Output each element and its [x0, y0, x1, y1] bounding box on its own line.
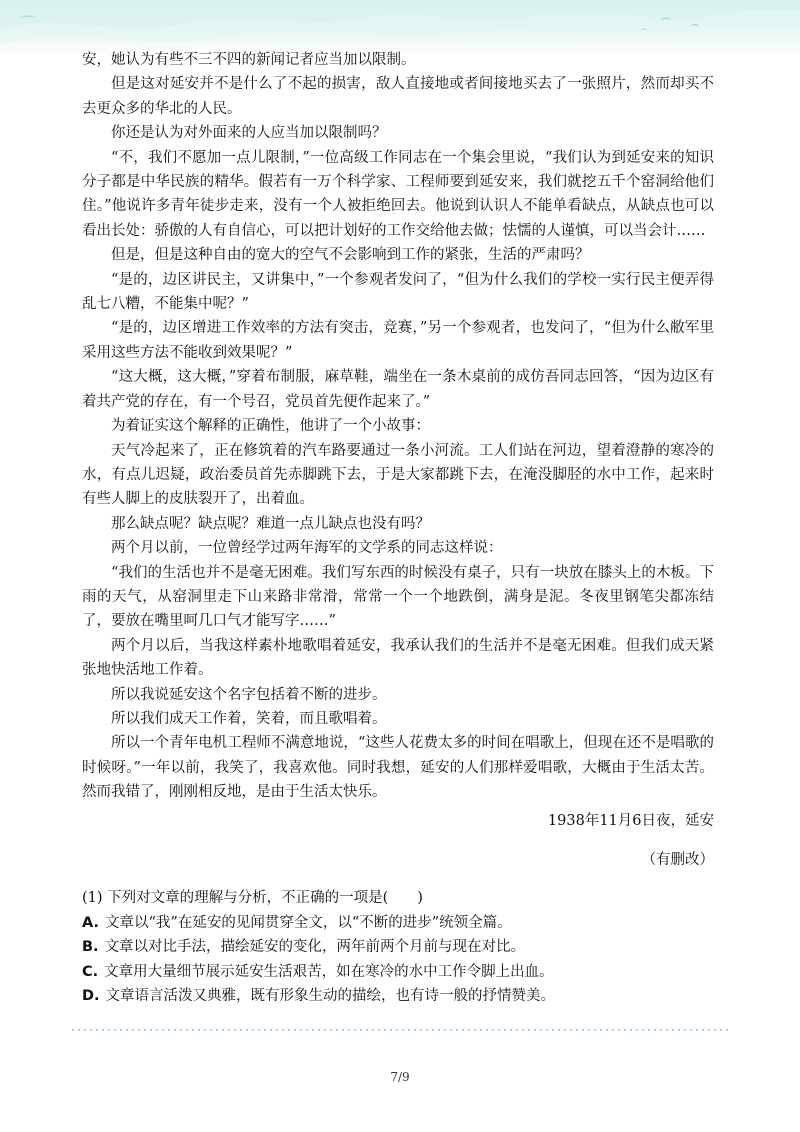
option-letter: B.	[82, 939, 99, 956]
article-paragraph: 所以我说延安这个名字包括着不断的进步。	[111, 686, 387, 703]
option-c	[82, 960, 714, 984]
article-body	[82, 48, 714, 1008]
article-paragraph: 你还是认为对外面来的人应当加以限制吗？	[111, 125, 387, 142]
question-stem: (1) 下列对文章的理解与分析，不正确的一项是( )	[82, 890, 423, 907]
question-block	[82, 886, 714, 1008]
option-text: 文章语言活泼又典雅，既有形象生动的描绘，也有诗一般的抒情赞美。	[105, 988, 556, 1005]
article-paragraph: “是的，边区增进工作效率的方法有突击，竞赛，”另一个参观者，也发问了，“但为什么敝军里采用这些方法不能收到效果呢？”	[82, 320, 714, 361]
option-letter: D.	[82, 988, 100, 1005]
article-paragraph: 但是这对延安并不是什么了不起的损害，敌人直接地或者间接地买去了一张照片，然而却买不去更众多的华北的人民。	[82, 76, 714, 117]
option-b	[82, 935, 714, 959]
article-paragraph: 所以我们成天工作着，笑着，而且歌唱着。	[111, 710, 387, 727]
dotted-divider	[70, 1029, 730, 1031]
option-letter: C.	[82, 963, 99, 980]
article-paragraph: 为着证实这个解释的正确性，他讲了一个小故事：	[111, 418, 430, 435]
article-paragraph: 两个月以前，一位曾经学过两年海军的文学系的同志这样说：	[111, 540, 503, 557]
option-a	[82, 911, 714, 935]
option-text: 文章以“我”在延安的见闻贯穿全文，以“不断的进步”统领全篇。	[105, 914, 512, 931]
article-paragraph: “不，我们不愿加一点儿限制，”一位高级工作同志在一个集会里说，“我们认为到延安来的知识分子都是中华民族的精华。假若有一万个科学家、工程师要到延安来，我们就挖五千个窑洞给他们住。”他说许多青年徒步走来，没有一个人被拒绝回去。他说到认识人不能单看缺点，从缺点也可以看出长处：骄傲的人有自信心，可以把计划好的工作交给他去做；怯懦的人谨慎，可以当会计……	[82, 149, 714, 239]
article-paragraph: “我们的生活也并不是毫无困难。我们写东西的时候没有桌子，只有一块放在膝头上的木板。下雨的天气，从窑洞里走下山来路非常滑，常常一个一个地跌倒，满身是泥。冬夜里钢笔尖都冻结了，要放在嘴里呵几口气才能写字……”	[82, 564, 714, 630]
article-paragraph: “是的，边区讲民主，又讲集中，”一个参观者发问了，“但为什么我们的学校一实行民主便弄得乱七八糟，不能集中呢？”	[82, 271, 714, 313]
abridged-note: （有删改）	[641, 851, 714, 868]
article-paragraph: “这大概，这大概，”穿着布制服，麻草鞋，端坐在一条木桌前的成仿吾同志回答，“因为边区有着共产党的存在，有一个号召，党员首先便作起来了。”	[82, 369, 714, 410]
article-paragraph: 两个月以后，当我这样素朴地歌唱着延安，我承认我们的生活并不是毫无困难。但我们成天紧张地快活地工作着。	[82, 637, 714, 679]
option-d	[82, 984, 714, 1008]
article-paragraph: 天气冷起来了，正在修筑着的汽车路要通过一条小河流。工人们站在河边，望着澄静的寒冷的水，有点儿迟疑，政治委员首先赤脚跳下去，于是大家都跳下去，在淹没脚胫的水中工作，起来时有些人脚上的皮肤裂开了，出着血。	[82, 442, 714, 508]
article-paragraph: 所以一个青年电机工程师不满意地说，“这些人花费太多的时间在唱歌上，但现在还不是唱歌的时候呀。”一年以前，我笑了，我喜欢他。同时我想，延安的人们那样爱唱歌，大概由于生活太苦。然而我错了，刚刚相反地，是由于生活太快乐。	[82, 735, 714, 801]
option-letter: A.	[82, 914, 99, 931]
article-paragraph: 安，她认为有些不三不四的新闻记者应当加以限制。	[82, 52, 416, 68]
article-paragraph: 但是，但是这种自由的宽大的空气不会影响到工作的紧张，生活的严肃吗？	[111, 247, 590, 264]
page-number: 7/9	[390, 1070, 410, 1084]
article-paragraph: 那么缺点呢？缺点呢？难道一点儿缺点也没有吗？	[111, 515, 430, 532]
option-text: 文章以对比手法，描绘延安的变化，两年前两个月前与现在对比。	[104, 939, 526, 956]
option-text: 文章用大量细节展示延安生活艰苦，如在寒冷的水中工作令脚上出血。	[104, 963, 554, 980]
date-line: 1938年11月6日夜，延安	[547, 812, 714, 829]
